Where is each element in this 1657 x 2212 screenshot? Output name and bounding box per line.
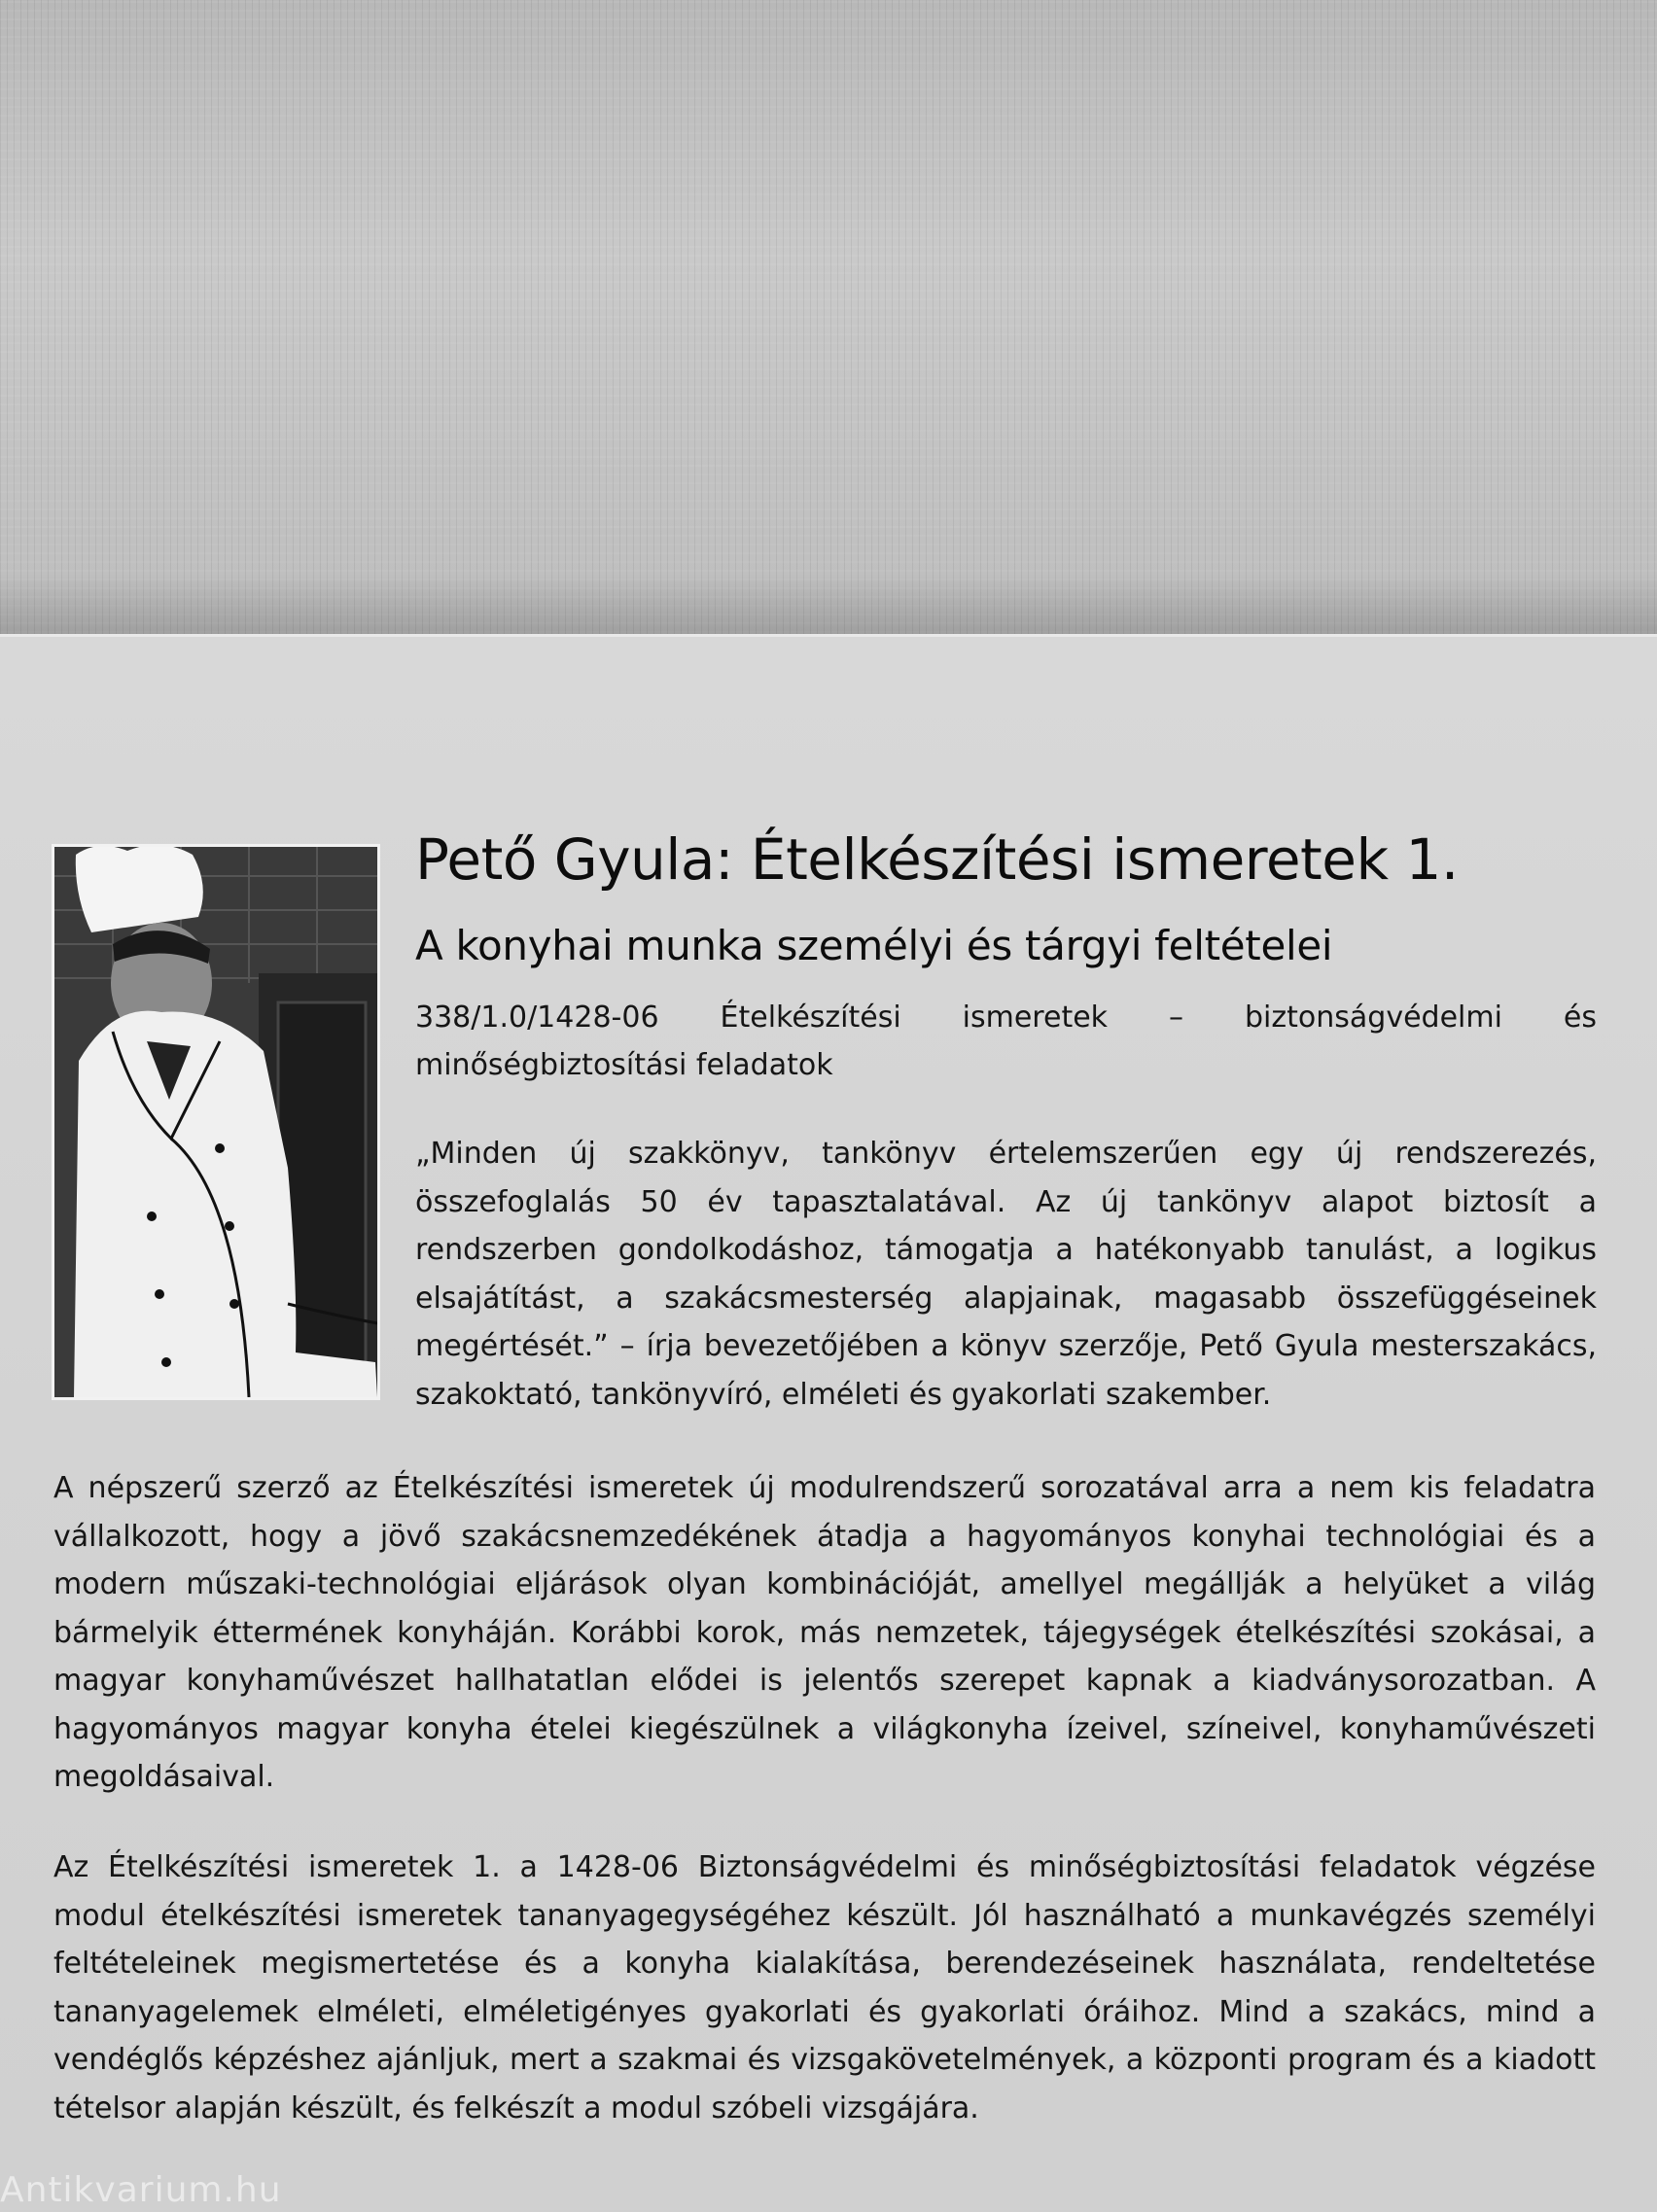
description-paragraph-2: Az Ételkészítési ismeretek 1. a 1428-06 Biztonságvédelmi és minőségbiztosítási feladatok végzése modul ételkészítési ismeretek tananyagegységéhez készült. Jól használható a munkavégzés személyi feltételeinek megismertetése és a konyha kialakítása, berendezéseinek használata, rendeltetése tananyagelemek elméleti, elméletigényes gyakorlati és gyakorlati óráihoz. Mind a szakács, mind a vendéglős képzéshez ajánljuk, mert a szakmai és vizsgakövetelmények, a központi program és a kiadott tételsor alapján készült, és felkészít a modul szóbeli vizsgájára. <box>53 1850 1596 2125</box>
chef-portrait-photo <box>52 844 380 1400</box>
author-quote: „Minden új szakkönyv, tankönyv értelemszerűen egy új rendszerezés, összefoglalás 50 év tapasztalatával. Az új tankönyv alapot biztosít a rendszerben gondolkodáshoz, támogatja a hatékonyabb tanulást, a logikus elsajátítást, a szakácsmesterség alapjainak, magasabb összefüggéseinek megértését.” – írja bevezetőjében a könyv szerzője, Pető Gyula mesterszakács, szakoktató, tankönyvíró, elméleti és gyakorlati szakember. <box>415 1137 1597 1412</box>
chef-portrait-icon <box>54 847 377 1397</box>
book-subtitle: A konyhai munka személyi és tárgyi feltételei <box>415 922 1333 969</box>
book-title: Pető Gyula: Ételkészítési ismeretek 1. <box>415 826 1459 893</box>
module-code: 338/1.0/1428-06 Ételkészítési ismeretek – biztonságvédelmi és minőségbiztosítási feladatok <box>415 1001 1597 1082</box>
description-paragraph-1: A népszerű szerző az Ételkészítési ismeretek új modulrendszerű sorozatával arra a nem kis feladatra vállalkozott, hogy a jövő szakácsnemzedékének átadja a hagyományos konyhai technológiai és a modern műszaki-technológiai eljárások olyan kombinációját, amellyel megállják a helyüket a világ bármelyik éttermének konyháján. Korábbi korok, más nemzetek, tájegységek ételkészítési szokásai, a magyar konyhaművészet hallhatatlan elődei is jelentős szerepet kapnak a kiadványsorozatban. A hagyományos magyar konyha ételei kiegészülnek a világkonyha ízeivel, színeivel, konyhaművészeti megoldásaival. <box>53 1471 1596 1794</box>
background-surface <box>0 0 1657 642</box>
watermark: Antikvarium.hu <box>0 2170 282 2209</box>
